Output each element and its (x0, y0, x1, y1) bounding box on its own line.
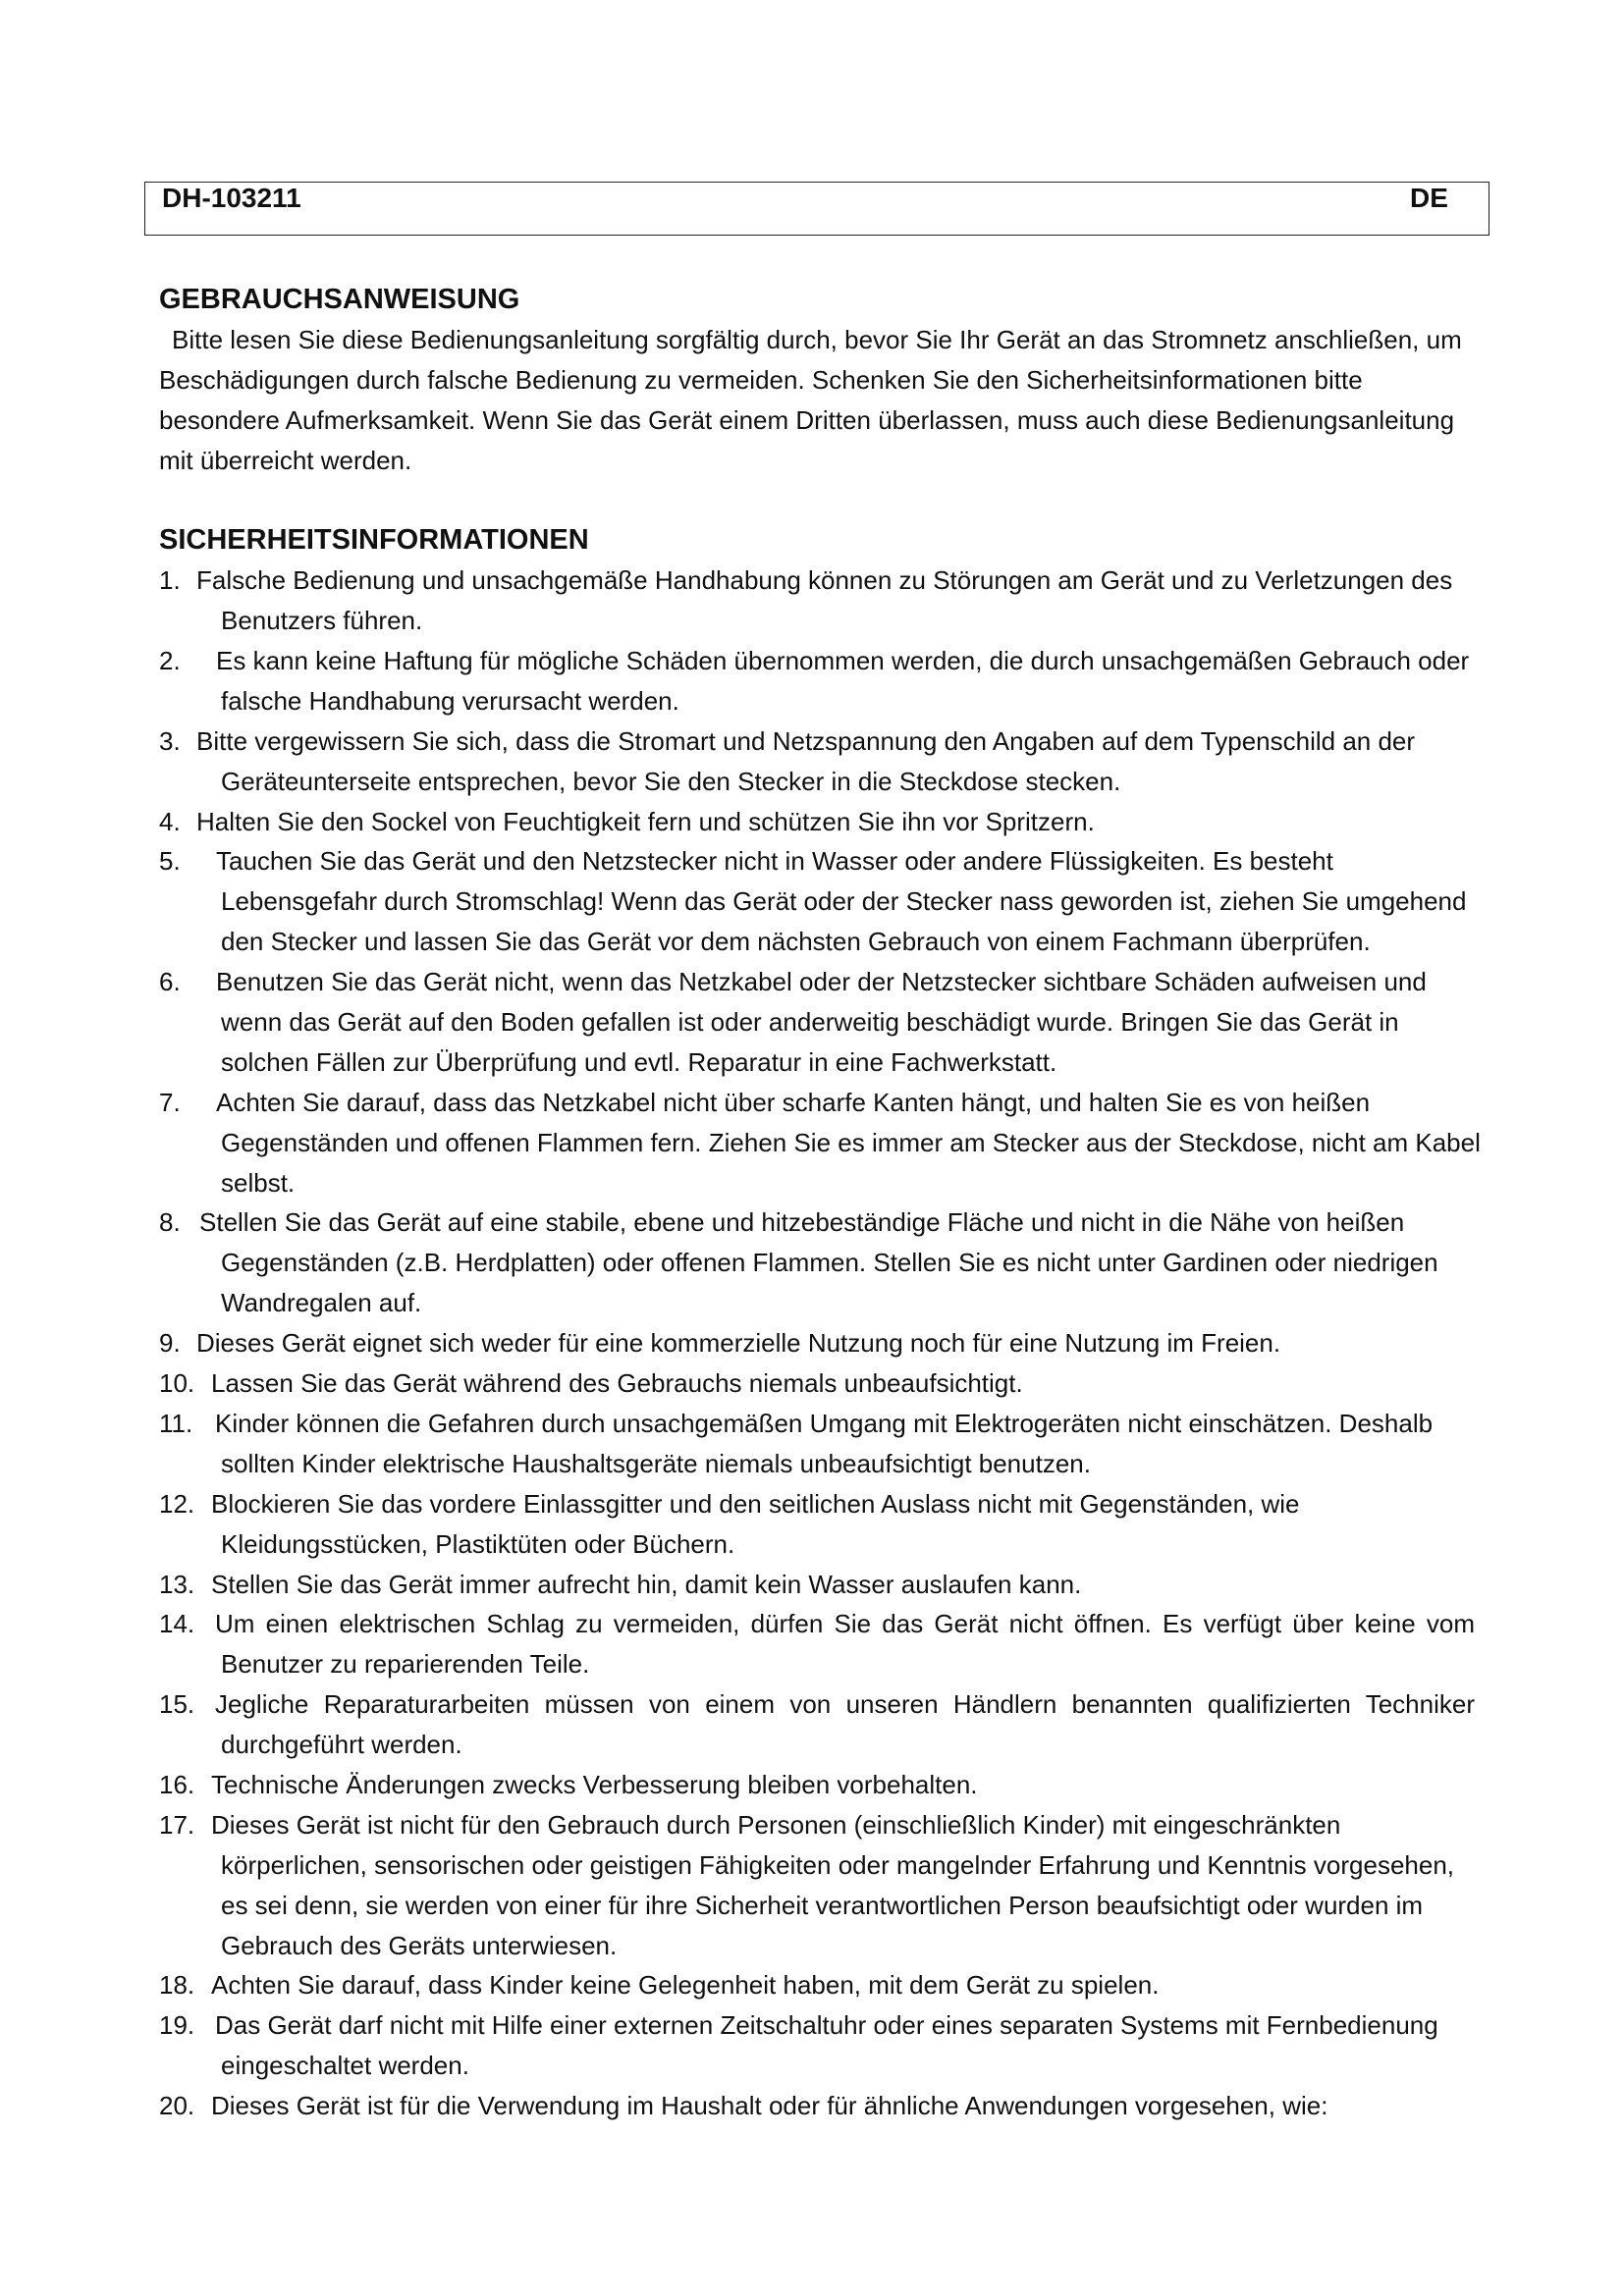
item-number: 1. (159, 565, 181, 596)
item-number: 17. (159, 1809, 195, 1840)
item-number: 5. (159, 846, 181, 877)
item-number: 20. (159, 2091, 195, 2121)
safety-item-5 (159, 841, 1475, 962)
safety-item-12 (159, 1484, 1475, 1565)
item-number: 4. (159, 806, 181, 836)
item-text-line: Dieses Gerät ist nicht für den Gebrauch durch Personen (einschließlich Kinder) mit eingeschränkten (211, 1809, 1341, 1840)
intro-line: Beschädigungen durch falsche Bedienung zu vermeiden. Schenken Sie den Sicherheitsinformationen bitte (159, 364, 1363, 395)
safety-item-17 (159, 1805, 1475, 1966)
safety-item-16 (159, 1765, 1475, 1805)
intro-line: besondere Aufmerksamkeit. Wenn Sie das Gerät einem Dritten überlassen, muss auch diese Bedienungsanleitung (159, 404, 1455, 435)
safety-item-6 (159, 962, 1475, 1083)
item-number: 19. (159, 2010, 195, 2041)
item-text-line: durchgeführt werden. (221, 1730, 462, 1760)
item-text-line: Stellen Sie das Gerät auf eine stabile, ebene und hitzebeständige Fläche und nicht in die Nähe von heißen (199, 1207, 1405, 1238)
item-text-line: solchen Fällen zur Überprüfung und evtl. Reparatur in eine Fachwerkstatt. (221, 1046, 1057, 1077)
item-number: 2. (159, 646, 181, 676)
intro-line: Bitte lesen Sie diese Bedienungsanleitung sorgfältig durch, bevor Sie Ihr Gerät an das Stromnetz anschließen, um (172, 324, 1462, 354)
page-title: GEBRAUCHSANWEISUNG (159, 284, 520, 315)
item-text-line: Jegliche Reparaturarbeiten müssen von einem von unseren Händlern benannten qualifizierten Techniker (215, 1689, 1475, 1720)
item-text-line: Blockieren Sie das vordere Einlassgitter und den seitlichen Auslass nicht mit Gegenständen, wie (211, 1488, 1300, 1519)
item-text-line: körperlichen, sensorischen oder geistigen Fähigkeiten oder mangelnder Erfahrung und Kenntnis vorgesehen, (221, 1849, 1455, 1880)
item-text-line: selbst. (221, 1167, 296, 1198)
item-number: 18. (159, 1970, 195, 2001)
item-number: 6. (159, 967, 181, 997)
safety-item-15 (159, 1684, 1475, 1765)
safety-item-10 (159, 1363, 1475, 1404)
item-text-line: Gegenständen und offenen Flammen fern. Ziehen Sie es immer am Stecker aus der Steckdose, nicht am Kabel (221, 1127, 1481, 1157)
safety-heading: SICHERHEITSINFORMATIONEN (159, 524, 589, 557)
item-number: 3. (159, 725, 181, 756)
item-text-line: Es kann keine Haftung für mögliche Schäden übernommen werden, die durch unsachgemäßen Gebrauch oder (216, 646, 1470, 676)
item-text-line: Gegenständen (z.B. Herdplatten) oder offenen Flammen. Stellen Sie es nicht unter Gardinen oder niedrigen (221, 1248, 1438, 1278)
item-text-line: Benutzen Sie das Gerät nicht, wenn das Netzkabel oder der Netzstecker sichtbare Schäden aufweisen und (216, 967, 1427, 997)
language-code: DE (1410, 183, 1448, 213)
safety-item-19 (159, 2005, 1475, 2086)
item-text-line: Geräteunterseite entsprechen, bevor Sie den Stecker in die Steckdose stecken. (221, 766, 1121, 796)
safety-item-2 (159, 641, 1475, 721)
item-text-line: Lassen Sie das Gerät während des Gebrauchs niemals unbeaufsichtigt. (211, 1368, 1023, 1399)
item-text-line: es sei denn, sie werden von einer für ihre Sicherheit verantwortlichen Person beaufsichtigt oder wurden im (221, 1890, 1424, 1920)
item-text-line: Achten Sie darauf, dass Kinder keine Gelegenheit haben, mit dem Gerät zu spielen. (211, 1970, 1160, 2001)
spacer (159, 480, 1480, 520)
item-text-line: Halten Sie den Sockel von Feuchtigkeit fern und schützen Sie ihn vor Spritzern. (196, 806, 1095, 836)
intro-line: mit überreicht werden. (159, 445, 412, 475)
item-number: 15. (159, 1689, 195, 1720)
intro-paragraph (159, 320, 1480, 481)
item-text-line: Achten Sie darauf, dass das Netzkabel nicht über scharfe Kanten hängt, und halten Sie es von heißen (216, 1087, 1371, 1117)
safety-item-14 (159, 1604, 1475, 1684)
safety-item-18 (159, 1965, 1475, 2005)
item-number: 14. (159, 1609, 195, 1639)
item-text-line: Benutzer zu reparierenden Teile. (221, 1649, 590, 1680)
item-text-line: Das Gerät darf nicht mit Hilfe einer externen Zeitschaltuhr oder eines separaten Systems mit Fernbedienung (215, 2010, 1438, 2041)
safety-item-3 (159, 721, 1475, 802)
item-text-line: den Stecker und lassen Sie das Gerät vor dem nächsten Gebrauch von einem Fachmann überprüfen. (221, 927, 1371, 957)
item-text-line: Stellen Sie das Gerät immer aufrecht hin, damit kein Wasser auslaufen kann. (211, 1569, 1082, 1599)
item-text-line: Tauchen Sie das Gerät und den Netzstecker nicht in Wasser oder andere Flüssigkeiten. Es besteht (216, 846, 1333, 877)
item-text-line: Gebrauch des Geräts unterwiesen. (221, 1930, 618, 1960)
item-text-line: Benutzers führen. (221, 606, 423, 636)
safety-item-13 (159, 1565, 1475, 1605)
item-text-line: Bitte vergewissern Sie sich, dass die Stromart und Netzspannung den Angaben auf dem Typenschild an der (196, 725, 1416, 756)
item-text-line: Falsche Bedienung und unsachgemäße Handhabung können zu Störungen am Gerät und zu Verletzungen des (196, 565, 1453, 596)
safety-item-7 (159, 1083, 1481, 1203)
item-text-line: falsche Handhabung verursacht werden. (221, 685, 679, 716)
item-number: 11. (159, 1408, 193, 1438)
item-number: 8. (159, 1207, 181, 1238)
safety-item-8 (159, 1202, 1475, 1323)
item-text-line: Kleidungsstücken, Plastiktüten oder Büchern. (221, 1528, 735, 1559)
item-text-line: Lebensgefahr durch Stromschlag! Wenn das Gerät oder der Stecker nass geworden ist, ziehen Sie umgehend (221, 886, 1467, 917)
item-number: 12. (159, 1488, 195, 1519)
item-text-line: sollten Kinder elektrische Haushaltsgeräte niemals unbeaufsichtigt benutzen. (221, 1448, 1091, 1478)
model-number: DH-103211 (162, 183, 301, 213)
safety-list (159, 561, 1481, 2126)
item-number: 13. (159, 1569, 195, 1599)
item-text-line: wenn das Gerät auf den Boden gefallen ist oder anderweitig beschädigt wurde. Bringen Sie das Gerät in (221, 1007, 1399, 1038)
safety-item-1 (159, 561, 1475, 641)
item-text-line: Technische Änderungen zwecks Verbesserung bleiben vorbehalten. (211, 1769, 978, 1799)
item-number: 9. (159, 1328, 181, 1359)
item-number: 16. (159, 1769, 195, 1799)
safety-item-11 (159, 1404, 1475, 1484)
document-body (159, 280, 1480, 2126)
item-text-line: Dieses Gerät eignet sich weder für eine kommerzielle Nutzung noch für eine Nutzung im Freien. (196, 1328, 1281, 1359)
item-text-line: Kinder können die Gefahren durch unsachgemäßen Umgang mit Elektrogeräten nicht einschätzen. Deshalb (215, 1408, 1434, 1438)
item-number: 7. (159, 1087, 181, 1117)
safety-item-9 (159, 1323, 1475, 1363)
item-text-line: Wandregalen auf. (221, 1288, 422, 1318)
item-text-line: Dieses Gerät ist für die Verwendung im Haushalt oder für ähnliche Anwendungen vorgesehen, wie: (211, 2091, 1328, 2121)
item-number: 10. (159, 1368, 195, 1399)
safety-item-20 (159, 2086, 1475, 2126)
document-header-box (144, 182, 1489, 236)
item-text-line: eingeschaltet werden. (221, 2051, 469, 2081)
item-text-line: Um einen elektrischen Schlag zu vermeiden, dürfen Sie das Gerät nicht öffnen. Es verfügt über keine vom (215, 1609, 1475, 1639)
safety-item-4 (159, 802, 1475, 842)
